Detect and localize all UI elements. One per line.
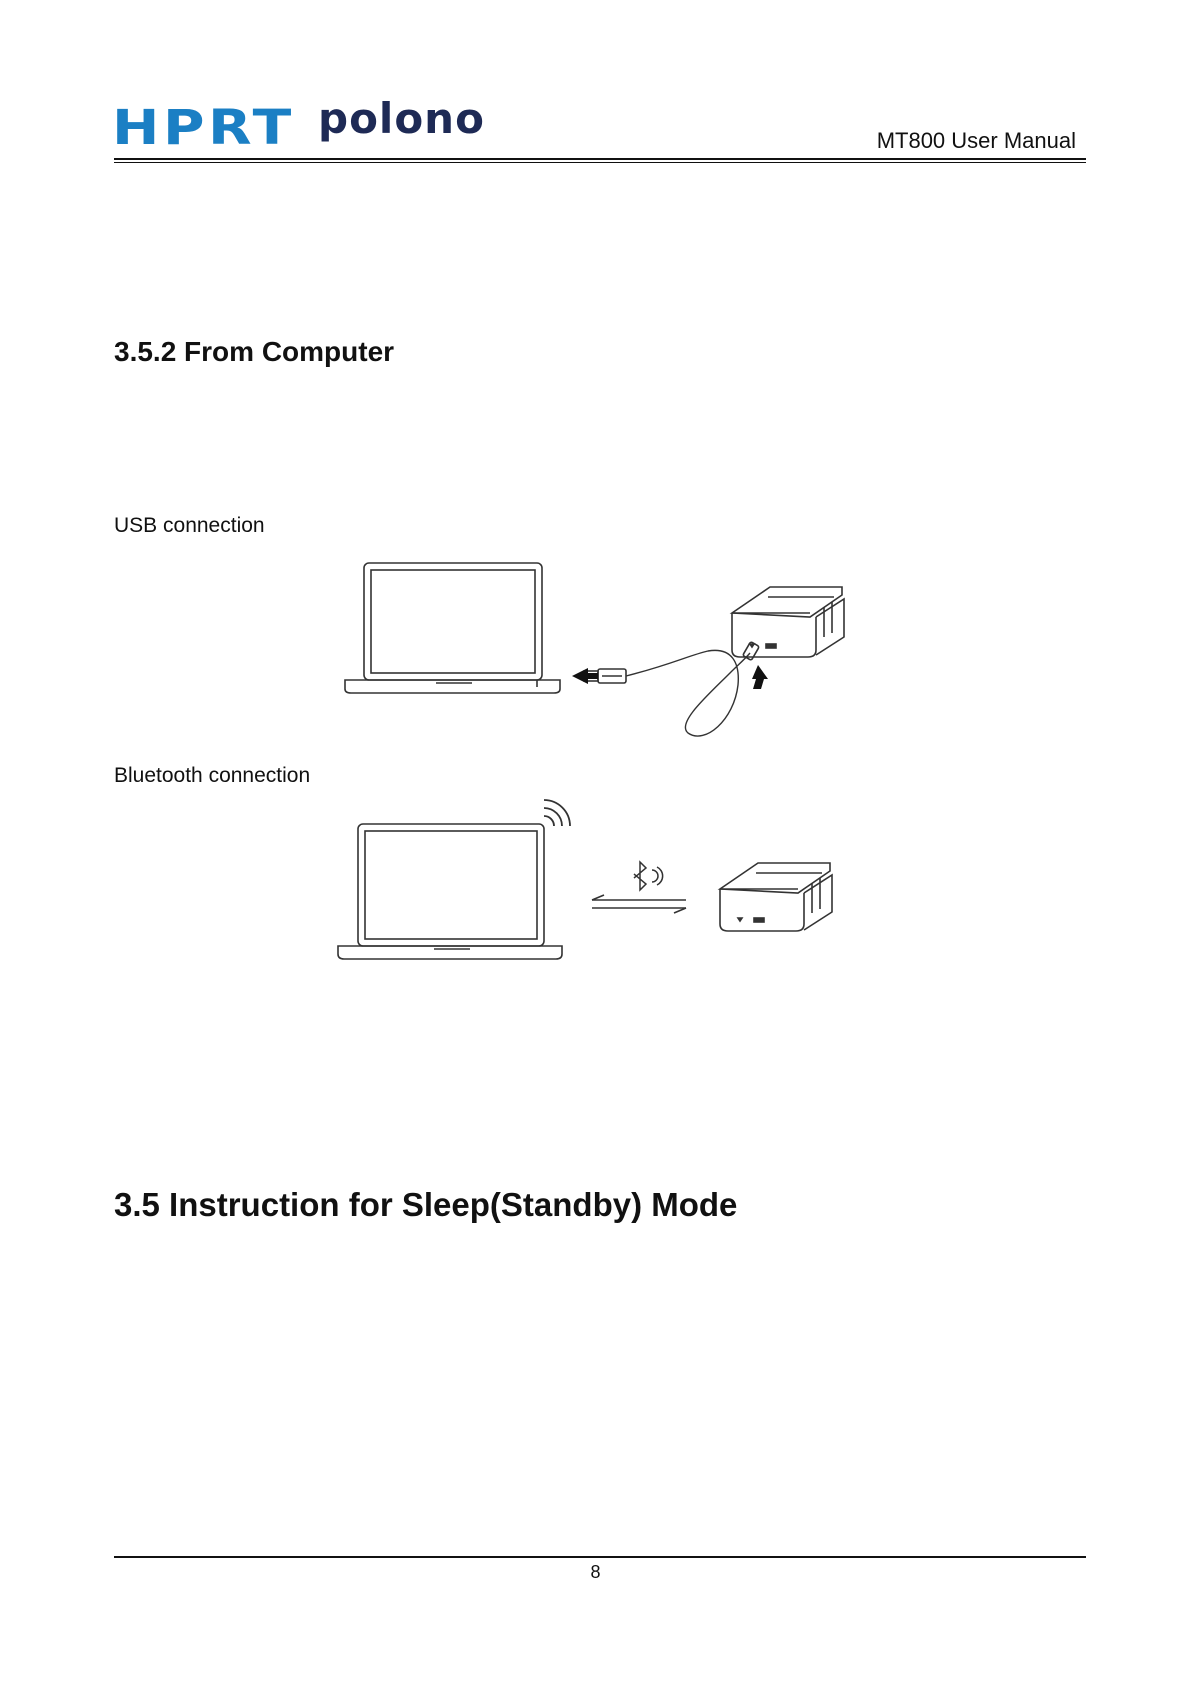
- bluetooth-icon: [634, 862, 663, 890]
- laptop-icon: [338, 824, 562, 959]
- bidirectional-arrows-icon: [592, 895, 686, 913]
- next-section-heading: 3.5 Instruction for Sleep(Standby) Mode: [114, 1186, 738, 1223]
- usb-connection-label: USB connection: [114, 514, 265, 537]
- polono-logo: polono: [318, 94, 485, 143]
- bluetooth-connection-illustration: [330, 792, 860, 972]
- hprt-logo: HPRT: [112, 100, 295, 156]
- bluetooth-connection-label: Bluetooth connection: [114, 764, 311, 787]
- printer-icon: [732, 587, 844, 657]
- arrow-up-icon: [752, 665, 768, 689]
- document-title: MT800 User Manual: [876, 128, 1076, 153]
- printer-icon: [720, 863, 832, 931]
- header-rule-thin: [114, 162, 1086, 163]
- section-heading: 3.5.2 From Computer: [114, 336, 395, 367]
- laptop-icon: [345, 563, 560, 693]
- header-rule: [114, 158, 1086, 160]
- page-number: 8: [590, 1562, 601, 1582]
- footer-rule: [114, 1556, 1086, 1558]
- usb-connection-illustration: [340, 555, 860, 745]
- wireless-signal-icon: [544, 800, 570, 826]
